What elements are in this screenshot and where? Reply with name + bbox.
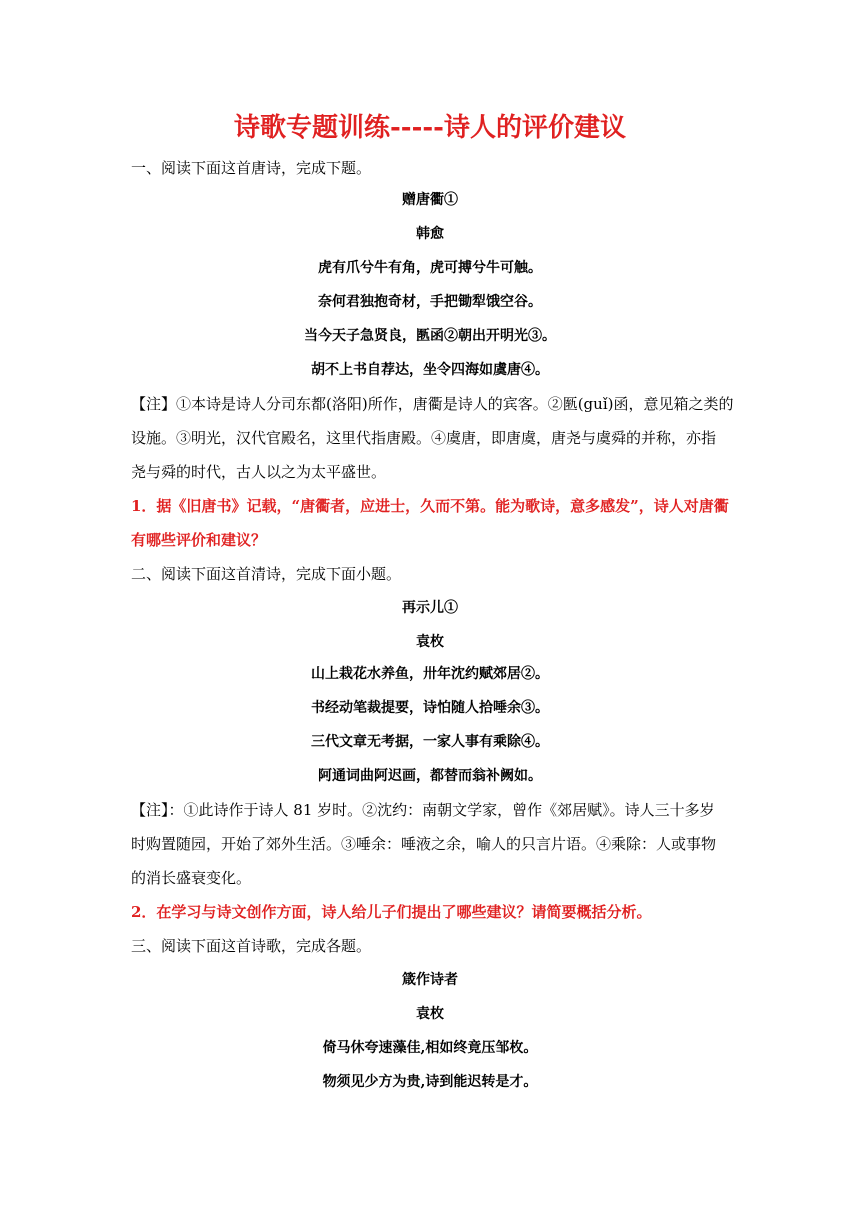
section2-poem-line: 书经动笔裁提要，诗怕随人拾唾余③。 [311,700,549,716]
section2-poem-line: 山上栽花水养鱼，卅年沈约赋郊居②。 [311,666,549,682]
section2-poem-title: 再示儿① [402,600,458,616]
section1-note-line: 尧与舜的时代，古人以之为太平盛世。 [131,463,387,481]
section3-poem-line: 物须见少方为贵,诗到能迟转是才。 [322,1074,538,1090]
section2-author: 袁枚 [416,634,444,650]
section2-poem-line: 阿通词曲阿迟画，都替而翁补阙如。 [318,768,542,784]
section1-poem-title: 赠唐衢① [402,192,458,208]
question-1-line: 1．据《旧唐书》记载，“唐衢者，应进士，久而不第。能为歌诗，意多感发”，诗人对唐衢 [131,497,729,515]
section2-note-line: 【注】：①此诗作于诗人 81 岁时。②沈约：南朝文学家，曾作《郊居赋》。诗人三十多岁 [131,801,715,819]
question-2: 2．在学习与诗文创作方面，诗人给儿子们提出了哪些建议？请简要概括分析。 [131,903,652,921]
section1-poem-line: 奈何君独抱奇材，手把锄犁饿空谷。 [318,294,542,310]
section2-note-line: 的消长盛衰变化。 [131,869,252,887]
page-title: 诗歌专题训练-----诗人的评价建议 [234,113,626,143]
section3-heading: 三、阅读下面这首诗歌，完成各题。 [131,937,372,955]
section1-poem-line: 当今天子急贤良，匦函②朝出开明光③。 [304,328,556,344]
section3-author: 袁枚 [416,1006,444,1022]
section3-poem-line: 倚马休夸速藻佳,相如终竟压邹枚。 [322,1040,538,1056]
section3-poem-title: 箴作诗者 [402,972,458,988]
section1-author: 韩愈 [416,226,444,242]
section2-note-line: 时购置随园，开始了郊外生活。③唾余：唾液之余，喻人的只言片语。④乘除：人或事物 [131,835,717,853]
section1-heading: 一、阅读下面这首唐诗，完成下题。 [131,159,372,177]
section2-heading: 二、阅读下面这首清诗，完成下面小题。 [131,565,402,583]
section1-poem-line: 胡不上书自荐达，坐令四海如虞唐④。 [311,362,549,378]
section1-poem-line: 虎有爪兮牛有角，虎可搏兮牛可触。 [318,260,542,276]
section2-poem-line: 三代文章无考据，一家人事有乘除④。 [311,734,549,750]
section1-note-line: 【注】①本诗是诗人分司东都(洛阳)所作，唐衢是诗人的宾客。②匦(guǐ)函，意见箱之类的 [131,395,734,413]
section1-note-line: 设施。③明光，汉代官殿名，这里代指唐殿。④虞唐，即唐虞，唐尧与虞舜的并称，亦指 [131,429,717,447]
question-1-line: 有哪些评价和建议？ [131,531,267,549]
